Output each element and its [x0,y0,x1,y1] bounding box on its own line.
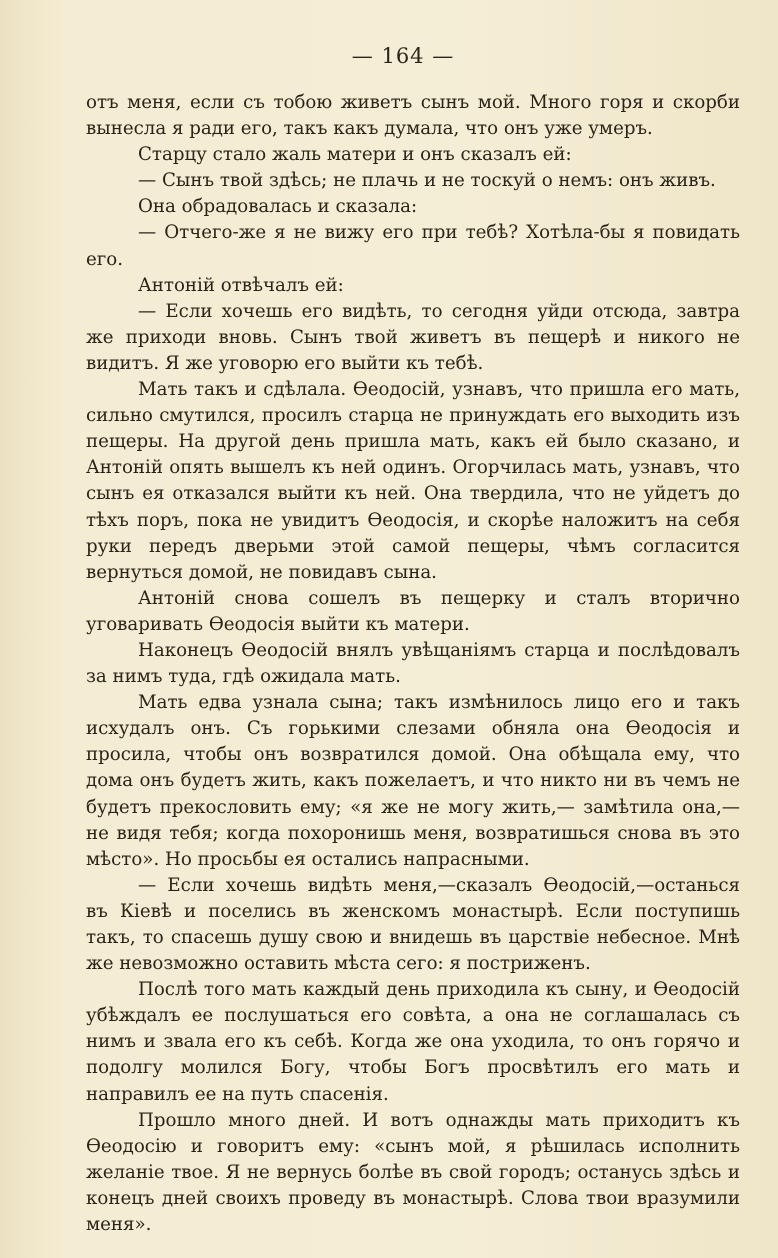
paragraph: Мать такъ и сдѣлала. Ѳеодосій, узнавъ, что пришла его мать, сильно смутился, просилъ старца не принуждать его выходить изъ пещеры. На другой день пришла мать, какъ ей было сказано, и Антоній опять вышелъ къ ней одинъ. Огорчилась мать, узнавъ, что сынъ ея отказался выйти къ ней. Она твердила, что не уйдетъ до тѣхъ поръ, пока не увидитъ Ѳеодосія, и скорѣе наложитъ на себя руки передъ дверьми этой самой пещеры, чѣмъ согласится вернуться домой, не повидавъ сына. [86,379,740,583]
paragraph: Антоній снова сошелъ въ пещерку и сталъ вторично уговаривать Ѳеодосія выйти къ матери. [86,587,740,635]
paragraph-dialogue: — Сынъ твой здѣсь; не плачь и не тоскуй о немъ: онъ живъ. [138,170,716,192]
paragraph: Наконецъ Ѳеодосій внялъ увѣщаніямъ старца и послѣдовалъ за нимъ туда, гдѣ ожидала мать. [86,639,740,688]
paragraph: Старцу стало жаль матери и онъ сказалъ ей: [138,144,572,166]
paragraph: Она обрадовалась и сказала: [138,196,418,218]
page-number: — 164 — [351,44,455,68]
paragraph-dialogue: — Если хочешь видѣть меня,—сказалъ Ѳеодосій,—останься въ Кіевѣ и поселись въ женскомъ монастырѣ. Если поступишь такъ, то спасешь душу свою и внидешь въ царствіе небесное. Мнѣ же невозможно оставить мѣста сего: я постриженъ. [86,874,740,975]
paragraph: Антоній отвѣчалъ ей: [138,274,344,296]
paragraph-dialogue: — Отчего-же я не вижу его при тебѣ? Хотѣла-бы я повидать его. [86,222,740,270]
paragraph: Прошло много дней. И вотъ однажды мать приходитъ къ Ѳеодосію и говоритъ ему: «сынъ мой, я рѣшилась исполнить желаніе твое. Я не вернусь болѣе въ свой городъ; останусь здѣсь и конецъ дней своихъ проведу въ монастырѣ. Слова твои вразумили меня». [86,1109,740,1236]
paragraph: Мать едва узнала сына; такъ измѣнилось лицо его и такъ исхудалъ онъ. Съ горькими слезами обняла она Ѳеодосія и просила, чтобы онъ возвратился домой. Она обѣщала ему, что дома онъ будетъ жить, какъ пожелаетъ, и что никто ни въ чемъ не будетъ прекословить ему; «я же не могу жить,— замѣтила она,— не видя тебя; когда похоронишь меня, возвратишься снова въ это мѣсто». Но просьбы ея остались напрасными. [86,692,740,870]
paragraph-continuation: отъ меня, если съ тобою живетъ сынъ мой. Много горя и скорби вынесла я ради его, такъ какъ думала, что онъ уже умеръ. [86,92,740,140]
page-body [86,90,740,1238]
paragraph: Послѣ того мать каждый день приходила къ сыну, и Ѳеодосій убѣждалъ ее послушаться его совѣта, а она не соглашалась съ нимъ и звала его къ себѣ. Когда же она уходила, то онъ горячо и подолгу молился Богу, чтобы Богъ просвѣтилъ его мать и направилъ ее на путь спасенія. [86,979,740,1105]
paragraph-dialogue: — Если хочешь его видѣть, то сегодня уйди отсюда, завтра же приходи вновь. Сынъ твой живетъ въ пещерѣ и никого не видитъ. Я же уговорю его выйти къ тебѣ. [86,300,740,374]
